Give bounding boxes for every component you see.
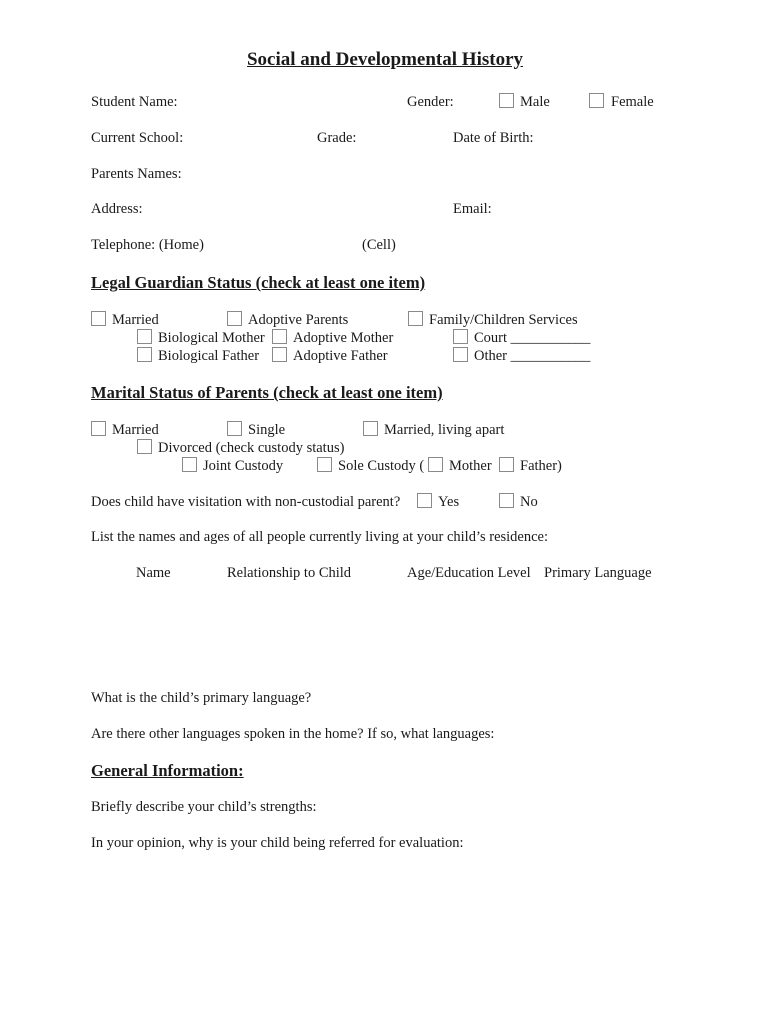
marital-divorced-label: Divorced (check custody status) [158, 440, 345, 456]
other-languages-question: Are there other languages spoken in the home? If so, what languages: [91, 726, 495, 742]
visitation-yes-label: Yes [438, 494, 460, 510]
guardian-adoptive-father-label: Adoptive Father [293, 348, 388, 364]
guardian-court-checkbox[interactable] [453, 329, 468, 344]
dob-field[interactable] [540, 129, 680, 147]
marital-married-apart-checkbox[interactable] [363, 421, 378, 436]
marital-single-checkbox[interactable] [227, 421, 242, 436]
parents-names-label: Parents Names: [91, 166, 182, 182]
telephone-cell-label: (Cell) [362, 237, 396, 253]
guardian-family-services-label: Family/Children Services [429, 312, 578, 328]
current-school-field[interactable] [192, 129, 310, 147]
custody-father-label: Father) [520, 458, 562, 474]
guardian-adoptive-mother-label: Adoptive Mother [293, 330, 394, 346]
marital-married-apart-label: Married, living apart [384, 422, 505, 438]
current-school-label: Current School: [91, 130, 184, 146]
marital-single-label: Single [248, 422, 286, 438]
email-field[interactable] [498, 200, 680, 218]
guardian-married-label: Married [112, 312, 159, 328]
grade-field[interactable] [362, 129, 447, 147]
general-section-heading: General Information: [91, 761, 244, 780]
strengths-field[interactable] [332, 798, 680, 816]
student-name-field[interactable] [185, 93, 395, 111]
visitation-yes-checkbox[interactable] [417, 493, 432, 508]
custody-joint-label: Joint Custody [203, 458, 284, 474]
guardian-bio-mother-checkbox[interactable] [137, 329, 152, 344]
custody-mother-checkbox[interactable] [428, 457, 443, 472]
gender-male-checkbox[interactable] [499, 93, 514, 108]
custody-sole-checkbox[interactable] [317, 457, 332, 472]
marital-divorced-checkbox[interactable] [137, 439, 152, 454]
residence-col-relationship: Relationship to Child [227, 565, 352, 581]
guardian-bio-father-label: Biological Father [158, 348, 260, 364]
referral-field[interactable] [91, 858, 681, 988]
guardian-married-checkbox[interactable] [91, 311, 106, 326]
residence-col-age: Age/Education Level [407, 565, 531, 581]
parents-names-field[interactable] [190, 165, 680, 183]
primary-language-question: What is the child’s primary language? [91, 690, 312, 706]
telephone-home-label: Telephone: (Home) [91, 237, 204, 253]
custody-joint-checkbox[interactable] [182, 457, 197, 472]
guardian-adoptive-parents-label: Adoptive Parents [248, 312, 349, 328]
guardian-section-heading: Legal Guardian Status (check at least one item) [91, 273, 426, 292]
custody-mother-label: Mother [449, 458, 492, 474]
gender-label: Gender: [407, 94, 454, 110]
student-name-label: Student Name: [91, 94, 178, 110]
address-label: Address: [91, 201, 143, 217]
marital-section-heading: Marital Status of Parents (check at least one item) [91, 383, 443, 402]
guardian-other-label: Other ___________ [474, 348, 591, 364]
grade-label: Grade: [317, 130, 357, 146]
gender-female-label: Female [611, 94, 654, 110]
guardian-court-label: Court ___________ [474, 330, 591, 346]
visitation-no-checkbox[interactable] [499, 493, 514, 508]
guardian-other-checkbox[interactable] [453, 347, 468, 362]
guardian-adoptive-parents-checkbox[interactable] [227, 311, 242, 326]
gender-male-label: Male [520, 94, 550, 110]
visitation-no-label: No [520, 494, 538, 510]
custody-father-checkbox[interactable] [499, 457, 514, 472]
dob-label: Date of Birth: [453, 130, 534, 146]
telephone-home-field[interactable] [214, 236, 354, 254]
guardian-bio-father-checkbox[interactable] [137, 347, 152, 362]
referral-question: In your opinion, why is your child being referred for evaluation: [91, 835, 464, 851]
marital-married-checkbox[interactable] [91, 421, 106, 436]
residence-col-language: Primary Language [544, 565, 652, 581]
guardian-bio-mother-label: Biological Mother [158, 330, 265, 346]
guardian-adoptive-mother-checkbox[interactable] [272, 329, 287, 344]
visitation-question: Does child have visitation with non-custodial parent? [91, 494, 401, 510]
custody-sole-label: Sole Custody ( [338, 458, 425, 474]
guardian-family-services-checkbox[interactable] [408, 311, 423, 326]
guardian-adoptive-father-checkbox[interactable] [272, 347, 287, 362]
gender-female-checkbox[interactable] [589, 93, 604, 108]
residence-col-name: Name [136, 565, 171, 581]
other-languages-field[interactable] [516, 725, 680, 743]
email-label: Email: [453, 201, 492, 217]
primary-language-field[interactable] [328, 689, 678, 707]
telephone-cell-field[interactable] [402, 236, 602, 254]
residence-list-field[interactable] [130, 588, 690, 678]
marital-married-label: Married [112, 422, 159, 438]
residence-prompt: List the names and ages of all people currently living at your child’s residence: [91, 529, 549, 545]
address-field[interactable] [150, 200, 445, 218]
strengths-question: Briefly describe your child’s strengths: [91, 799, 317, 815]
page-title: Social and Developmental History [246, 49, 524, 70]
